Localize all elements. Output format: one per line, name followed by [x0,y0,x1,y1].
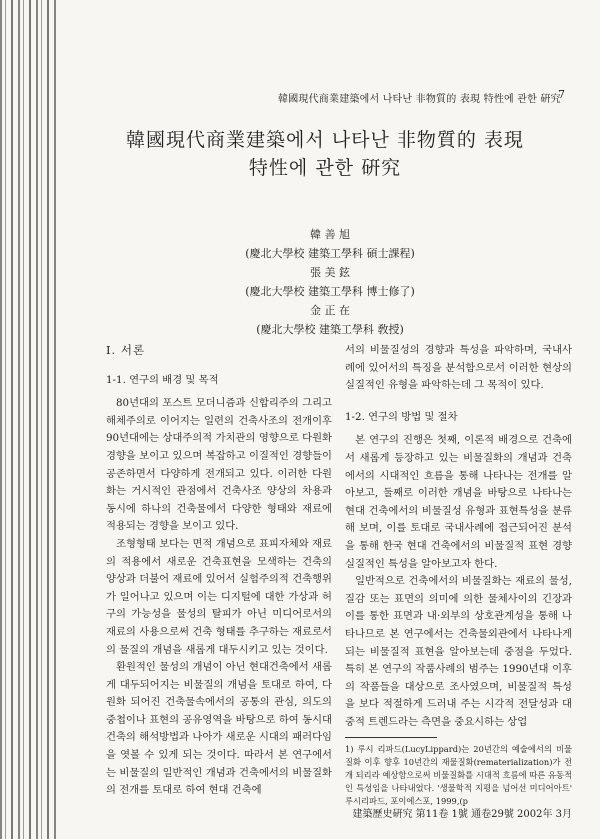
running-head: 韓國現代商業建築에서 나타난 非物質的 表現 特性에 관한 硏究 [278,94,561,105]
title-line-2: 特性에 관한 硏究 [248,157,402,179]
footnote-divider [345,737,437,738]
subsection-heading: 1-2. 연구의 방법 및 절차 [345,410,458,423]
body-paragraph: 환원적인 물성의 개념이 아닌 현대건축에서 새롭게 대두되어지는 비물질의 개념을 토대로 하여, 다원화 되어진 건축물속에서의 공통의 관심, 의도의 중첩이나 표현의 공유영역을 바탕으로 하여 동시대 건축의 해석방법과 나아가 새로운 시대의 패러다임을 엿볼 수 있게 되는 것이다. 따라서 본 연구에서는 비물질의 일반적인 개념과 건축에서의 비물질화의 전개를 토대로 하여 현대 건축에 [106,661,332,797]
author-name: 韓 善 旭 [310,228,350,241]
scan-artifact-margin [0,0,56,839]
author-affiliation: (慶北大學校 建築工學科 碩士課程) [245,247,415,260]
section-heading: I. 서론 [106,343,146,357]
body-paragraph: 서의 비물질성의 경향과 특성을 파악하며, 국내사례에 있어서의 특징을 분석함으로서 이러한 현상의 실질적인 유형을 파악하는데 그 목적이 있다. [345,344,572,392]
body-paragraph: 일반적으로 건축에서의 비물질화는 재료의 물성, 질감 또는 표면의 의미에 의한 물체사이의 긴장과 이를 통한 표면과 내·외부의 상호관계성을 통해 나타나므로 본 연구에서는 건축물외관에서 나타나게 되는 비물질적 표현을 알아보는데 중점을 두었다. 특히 본 연구의 작품사례의 범주는 1990년대 이후의 작품들을 대상으로 조사였으며, 비물질적 특성을 보다 적절하게 드러내 주는 시각적 전달성과 대중적 트렌드라는 측면을 중요시하는 상업 [345,575,572,728]
body-paragraph: 80년대의 포스트 모더니즘과 신합리주의 그리고 해체주의로 이어지는 일련의 건축사조의 전개이후 90년대에는 상대주의적 가치관의 영향으로 다원화 경향을 보이고 있으며 복잡하고 이질적인 경향들이 공존하면서 다양하게 전개되고 있다. 이러한 다원화는 거시적인 관점에서 건축사조 양상의 차용과 동시에 하나의 건축물에서 다양한 형태와 재료에 적용되는 경향을 보이고 있다. [106,397,332,533]
author-affiliation: (慶北大學校 建築工學科 博士修了) [245,285,415,298]
left-column [106,342,332,800]
page-number: 7 [558,88,565,101]
title-line-1: 韓國現代商業建築에서 나타난 非物質的 表現 [126,129,524,151]
journal-footer: 建築歷史硏究 第11卷 1號 通卷29號 2002年 3月 [352,809,572,820]
subsection-heading: 1-1. 연구의 배경 및 목적 [106,373,219,386]
body-paragraph: 조형형태 보다는 면적 개념으로 표피자체와 재료의 적용에서 새로운 건축표현을 모색하는 건축의 양상과 더불어 재료에 있어서 실험주의적 건축행위가 일어나고 있으며 이는 디지털에 대한 가상과 허구의 가능성을 물성의 탈피가 아닌 미디어로서의 재료의 사용으로써 건축 형태를 추구하는 재료로서의 물질의 개념을 새롭게 대두시키고 있는 것이다. [106,537,332,656]
body-paragraph: 본 연구의 진행은 첫째, 이론적 배경으로 건축에서 새롭게 등장하고 있는 비물질화의 개념과 건축에서의 시대적인 흐름을 통해 나타나는 전개를 알아보고, 둘째로 이러한 개념을 바탕으로 나타나는 현대 건축에서의 비물질성 유형과 표현특성을 분류해 보며, 이를 토대로 국내사례에 접근되어진 분석을 통해 한국 현대 건축에서의 비물질적 표현 경향 실질적인 특성을 알아보고자 한다. [345,434,572,570]
paper-title [90,126,560,182]
author-affiliation: (慶北大學校 建築工學科 敎授) [256,323,404,336]
right-column [345,342,572,808]
author-name: 金 正 在 [310,304,350,317]
author-block [180,225,480,339]
footnote: 1) 루시 리파드(LucyLippard)는 20년간의 예술에서의 비물질화 이후 향후 10년간의 재물질화(rematerialization)가 전개 되리라 예상함으로써 비물질화를 시대적 흐름에 따른 유동적인 특성임을 나타내었다. '생물학적 지평을 넘어선 미디어아트' 루시리파드, 포이에스포, 1999,(p [345,744,572,807]
author-name: 張 美 鉉 [310,266,350,279]
